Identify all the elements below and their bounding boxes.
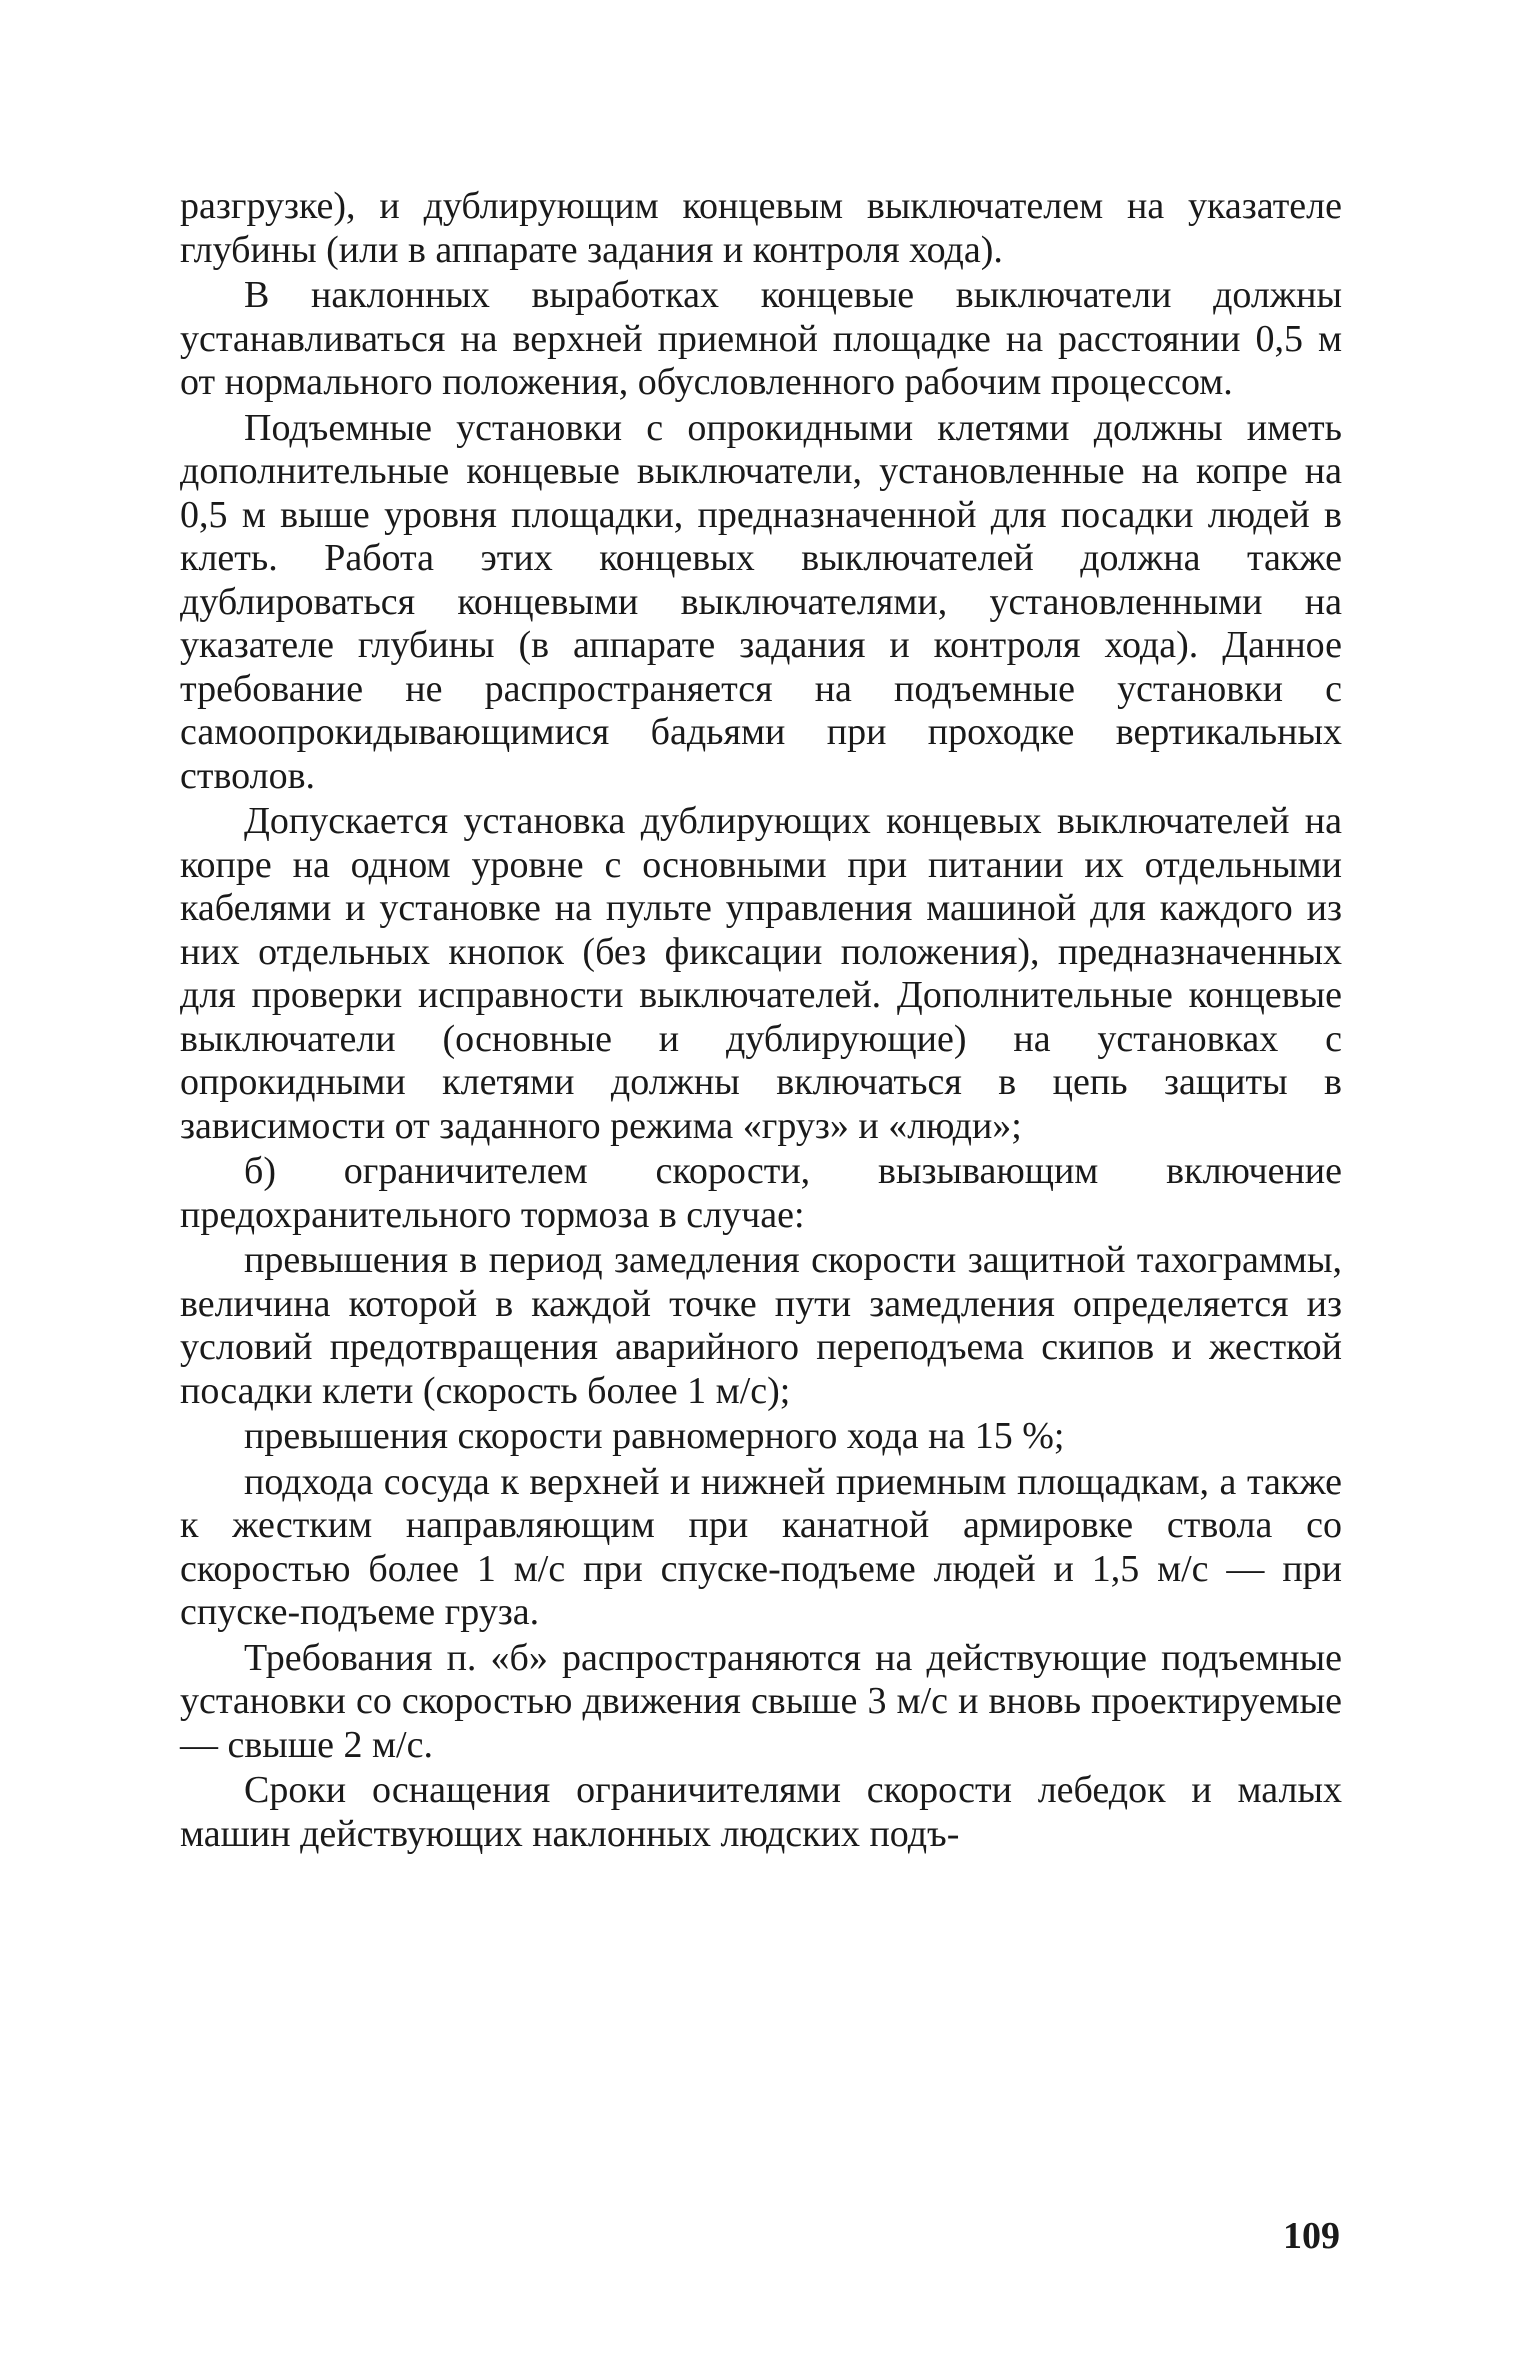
page-body	[180, 185, 1342, 1858]
paragraph: подхода сосуда к верхней и нижней приемным площадкам, а также к жестким направляющим при канатной армировке ствола со скоростью более 1 м/с при спуске-подъеме людей и 1,5 м/с — при спуске-подъеме груза.	[180, 1460, 1342, 1633]
paragraph: Сроки оснащения ограничителями скорости лебедок и малых машин действующих наклонных людских подъ-	[180, 1769, 1342, 1855]
paragraph: Подъемные установки с опрокидными клетями должны иметь дополнительные концевые выключатели, установленные на копре на 0,5 м выше уровня площадки, предназначенной для посадки людей в клеть. Работа этих концевых выключателей должна также дублироваться концевыми выключателями, установленными на указателе глубины (в аппарате задания и контроля хода). Данное требование не распространяется на подъемные установки с самоопрокидывающимися бадьями при проходке вертикальных стволов.	[180, 406, 1342, 797]
paragraph: Допускается установка дублирующих концевых выключателей на копре на одном уровне с основными при питании их отдельными кабелями и установке на пульте управления машиной для каждого из них отдельных кнопок (без фиксации положения), предназначенных для проверки исправности выключателей. Дополнительные концевые выключатели (основные и дублирующие) на установках с опрокидными клетями должны включаться в цепь защиты в зависимости от заданного режима «груз» и «люди»;	[180, 800, 1342, 1147]
paragraph: В наклонных выработках концевые выключатели должны устанавливаться на верхней приемной площадке на расстоянии 0,5 м от нормального положения, обусловленного рабочим процессом.	[180, 274, 1342, 403]
paragraph: разгрузке), и дублирующим концевым выключателем на указателе глубины (или в аппарате задания и контроля хода).	[180, 185, 1342, 271]
paragraph: превышения в период замедления скорости защитной тахограммы, величина которой в каждой точке пути замедления определяется из условий предотвращения аварийного переподъема скипов и жесткой посадки клети (скорость более 1 м/с);	[180, 1239, 1342, 1412]
paragraph: превышения скорости равномерного хода на 15 %;	[244, 1415, 1065, 1457]
page-number: 109	[1283, 2215, 1340, 2257]
paragraph: б) ограничителем скорости, вызывающим включение предохранительного тормоза в случае:	[180, 1150, 1342, 1236]
paragraph: Требования п. «б» распространяются на действующие подъемные установки со скоростью движения свыше 3 м/с и вновь проектируемые — свыше 2 м/с.	[180, 1636, 1342, 1766]
